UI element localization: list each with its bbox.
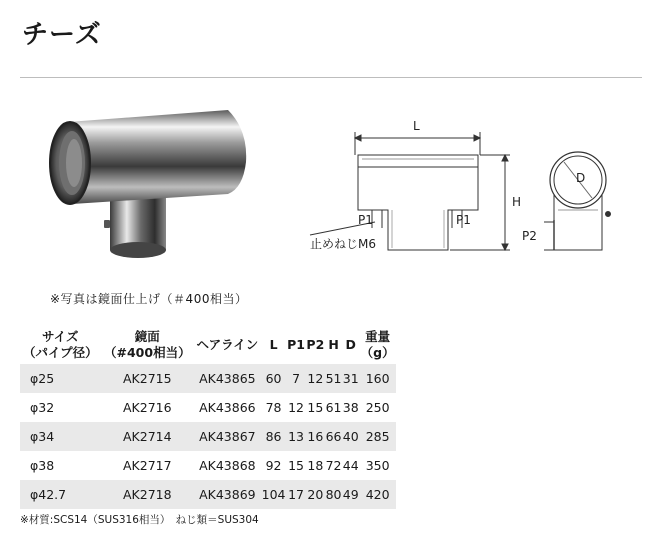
header-weight: 重量 （g） (360, 329, 395, 360)
cell-D: 38 (342, 400, 359, 415)
product-photo (38, 100, 268, 270)
cell-mirror: AK2717 (123, 458, 172, 473)
cell-hairline: AK43865 (194, 364, 261, 393)
cell-weight: 350 (365, 458, 390, 473)
label-H: H (512, 195, 522, 209)
cell-H: 80 (325, 480, 342, 509)
page-title: チーズ (22, 20, 102, 50)
cell-P1: 13 (286, 422, 305, 451)
table-row (20, 393, 396, 422)
cell-mirror: AK2718 (101, 480, 194, 509)
cell-weight: 420 (359, 480, 396, 509)
cell-D: 49 (342, 480, 359, 509)
cell-P1: 17 (286, 480, 305, 509)
cell-mirror: AK2715 (101, 364, 194, 393)
cell-mirror: AK2716 (123, 400, 172, 415)
cell-L: 60 (261, 364, 287, 393)
header-hairline: ヘアライン (196, 337, 259, 352)
cell-L: 92 (265, 458, 282, 473)
table-row (20, 451, 396, 480)
cell-weight: 285 (359, 422, 396, 451)
material-note: ※材質:SCS14（SUS316相当） ねじ類＝SUS304 (20, 514, 259, 526)
label-P1-left: P1 (358, 213, 373, 227)
photo-note: ※写真は鏡面仕上げ（＃400相当） (50, 292, 248, 306)
cell-L: 104 (261, 480, 287, 509)
cell-size: φ25 (20, 364, 101, 393)
cell-size: φ34 (20, 422, 101, 451)
cell-P1: 15 (288, 458, 305, 473)
cell-P2: 15 (307, 400, 324, 415)
cell-hairline: AK43866 (199, 400, 256, 415)
header-H: H (328, 337, 339, 352)
cell-hairline: AK43869 (194, 480, 261, 509)
cell-P2: 20 (306, 480, 325, 509)
header-size: サイズ （パイプ径） (22, 329, 98, 360)
cell-weight: 250 (365, 400, 390, 415)
cell-L: 78 (265, 400, 282, 415)
cell-hairline: AK43867 (194, 422, 261, 451)
header-D: D (345, 337, 356, 352)
cell-size: φ32 (30, 400, 55, 415)
cell-D: 44 (342, 458, 359, 473)
table-row (20, 364, 396, 393)
dimension-diagram (300, 110, 630, 270)
label-P1-right: P1 (456, 213, 471, 227)
table-header-row (20, 326, 396, 364)
cell-P2: 18 (307, 458, 324, 473)
header-mirror: 鏡面 （#400相当） (104, 329, 191, 360)
header-P1: P1 (287, 337, 305, 352)
cell-P2: 16 (306, 422, 325, 451)
header-L: L (269, 337, 278, 352)
cell-size: φ38 (30, 458, 55, 473)
cell-D: 40 (342, 422, 359, 451)
title-divider (20, 77, 642, 78)
label-L: L (413, 119, 420, 133)
table-row (20, 422, 396, 451)
cell-P1: 7 (286, 364, 305, 393)
cell-P1: 12 (288, 400, 305, 415)
cell-P2: 12 (306, 364, 325, 393)
cell-mirror: AK2714 (101, 422, 194, 451)
spec-table (20, 326, 396, 509)
header-P2: P2 (306, 337, 325, 352)
cell-L: 86 (261, 422, 287, 451)
cell-weight: 160 (359, 364, 396, 393)
label-setscrew: 止めねじM6 (310, 237, 376, 251)
cell-size: φ42.7 (20, 480, 101, 509)
cell-H: 51 (325, 364, 342, 393)
cell-D: 31 (342, 364, 359, 393)
label-P2: P2 (522, 229, 537, 243)
cell-H: 61 (325, 400, 342, 415)
cell-hairline: AK43868 (199, 458, 256, 473)
label-D: D (576, 171, 586, 185)
cell-H: 72 (325, 458, 342, 473)
table-row (20, 480, 396, 509)
cell-H: 66 (325, 422, 342, 451)
